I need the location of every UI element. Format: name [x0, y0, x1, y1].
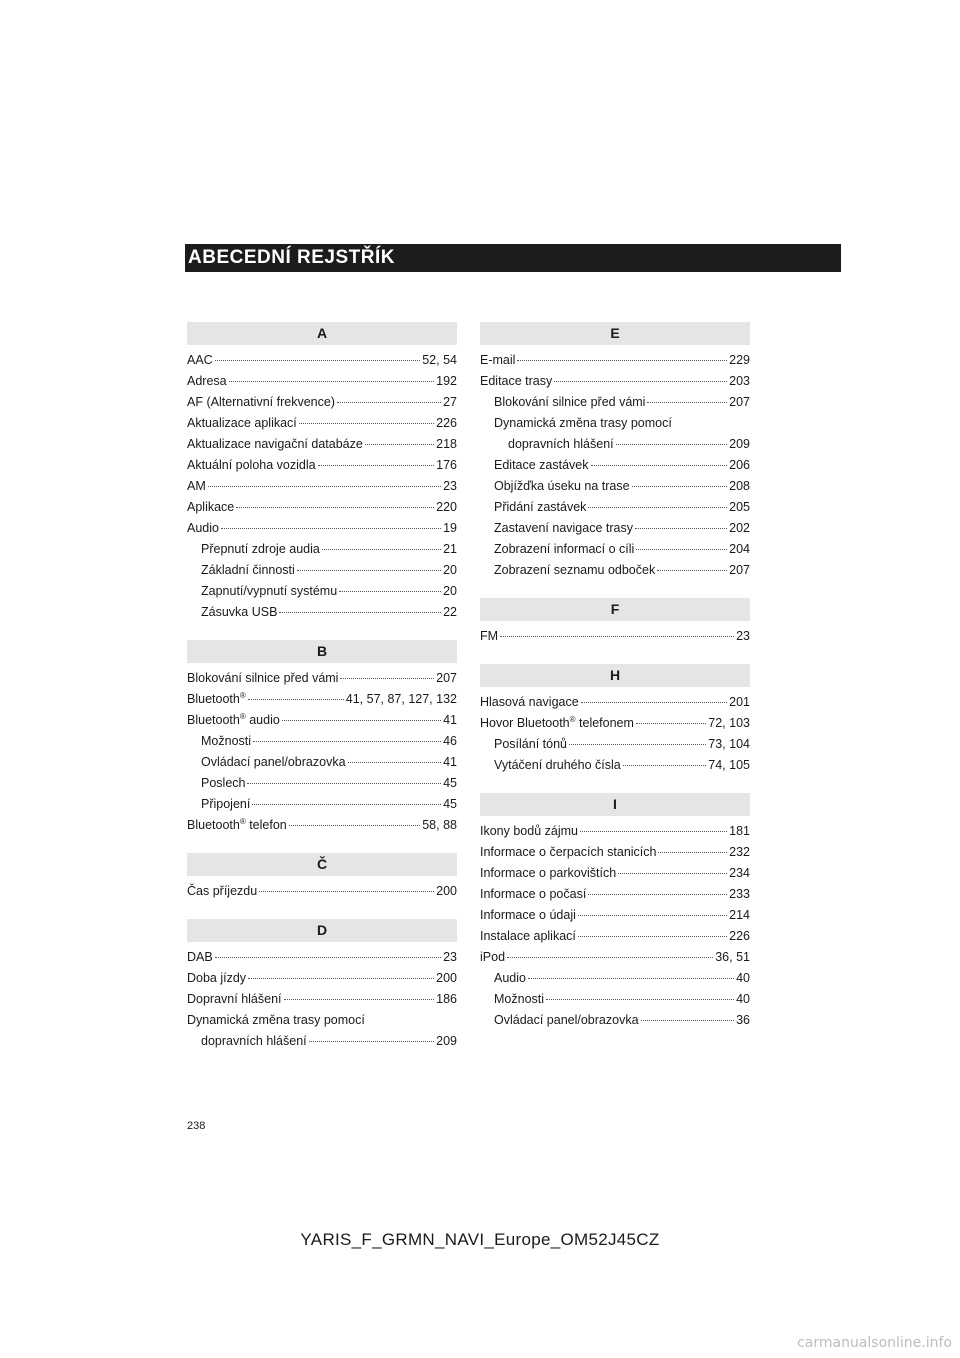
index-entry[interactable] — [480, 884, 750, 905]
section-letter-heading: B — [187, 640, 457, 663]
entry-label — [187, 413, 297, 434]
dot-leader — [322, 549, 441, 550]
entry-label-text: Doba jízdy — [187, 971, 247, 985]
entry-page-numbers[interactable]: 200 — [436, 971, 457, 985]
entry-label — [201, 752, 346, 773]
dot-leader — [340, 678, 434, 679]
entry-label-text: DAB — [187, 950, 213, 964]
dot-leader — [236, 507, 434, 508]
entry-page-numbers[interactable]: 52, 54 — [422, 353, 457, 367]
dot-leader — [580, 831, 727, 832]
index-entry[interactable] — [480, 713, 750, 734]
entry-label-text: Hovor Bluetooth — [480, 716, 570, 730]
index-entry[interactable] — [187, 1010, 457, 1031]
entry-page-numbers[interactable]: 234 — [729, 866, 750, 880]
index-entry[interactable] — [187, 881, 457, 902]
dot-leader — [299, 423, 434, 424]
dot-leader — [208, 486, 441, 487]
entry-label-text: Možnosti — [201, 734, 252, 748]
entry-label-text: Dopravní hlášení — [187, 992, 282, 1006]
index-entry[interactable] — [480, 626, 750, 647]
entry-label-text: Posílání tónů — [494, 737, 567, 751]
entry-label — [187, 947, 213, 968]
dot-leader — [247, 783, 441, 784]
entry-label — [480, 863, 616, 884]
entry-label — [494, 476, 630, 497]
entry-label — [201, 560, 295, 581]
index-entry[interactable] — [187, 668, 457, 689]
entry-label — [508, 434, 614, 455]
entry-label — [201, 794, 250, 815]
document-code: YARIS_F_GRMN_NAVI_Europe_OM52J45CZ — [300, 1230, 660, 1249]
dot-leader — [253, 741, 441, 742]
entry-label — [187, 989, 282, 1010]
entry-label-text: Základní činnosti — [201, 563, 295, 577]
dot-leader — [252, 804, 441, 805]
entry-label — [480, 884, 586, 905]
entry-label — [494, 560, 655, 581]
entry-page-numbers[interactable]: 40 — [736, 992, 750, 1006]
entry-page-numbers[interactable]: 23 — [443, 479, 457, 493]
dot-leader — [554, 381, 727, 382]
index-entry[interactable] — [480, 350, 750, 371]
entry-label — [187, 350, 213, 371]
index-entry[interactable] — [480, 413, 750, 434]
index-entry[interactable] — [187, 1031, 457, 1052]
entry-label — [187, 815, 287, 836]
entry-page-numbers[interactable]: 21 — [443, 542, 457, 556]
index-column-left — [187, 322, 457, 1052]
watermark: carmanualsonline.info — [797, 1335, 952, 1351]
entry-page-numbers[interactable]: 233 — [729, 887, 750, 901]
entry-page-numbers[interactable]: 204 — [729, 542, 750, 556]
dot-leader — [500, 636, 734, 637]
entry-label-text: Bluetooth — [187, 818, 240, 832]
entry-label-text: Instalace aplikací — [480, 929, 576, 943]
entry-label — [187, 518, 219, 539]
dot-leader — [282, 720, 441, 721]
entry-page-numbers[interactable]: 27 — [443, 395, 457, 409]
entry-page-numbers[interactable]: 176 — [436, 458, 457, 472]
index-entry[interactable] — [480, 539, 750, 560]
index-entry[interactable] — [187, 968, 457, 989]
index-entry[interactable] — [480, 560, 750, 581]
registered-mark: ® — [239, 711, 246, 721]
dot-leader — [221, 528, 441, 529]
dot-leader — [657, 570, 727, 571]
entry-label-text: Informace o čerpacích stanicích — [480, 845, 657, 859]
entry-page-numbers[interactable]: 206 — [729, 458, 750, 472]
entry-page-numbers[interactable]: 226 — [436, 416, 457, 430]
index-entry[interactable] — [187, 731, 457, 752]
index-entry[interactable] — [480, 734, 750, 755]
entry-label — [480, 350, 515, 371]
index-entry[interactable] — [480, 926, 750, 947]
dot-leader — [647, 402, 727, 403]
entry-label — [201, 773, 245, 794]
entry-label — [494, 755, 621, 776]
entry-label — [494, 518, 633, 539]
index-entry[interactable] — [480, 371, 750, 392]
dot-leader — [528, 978, 734, 979]
entry-label-text: Blokování silnice před vámi — [187, 671, 339, 685]
entry-label-text: dopravních hlášení — [508, 437, 614, 451]
index-entry[interactable] — [480, 821, 750, 842]
entry-label — [187, 476, 206, 497]
dot-leader — [248, 978, 434, 979]
entry-page-numbers[interactable]: 209 — [436, 1034, 457, 1048]
section-letter-heading: E — [480, 322, 750, 345]
index-section — [480, 322, 750, 581]
dot-leader — [348, 762, 442, 763]
index-entry[interactable] — [187, 392, 457, 413]
entry-page-numbers[interactable]: 36 — [736, 1013, 750, 1027]
dot-leader — [248, 699, 344, 700]
entry-label-text: Čas příjezdu — [187, 884, 258, 898]
entry-label — [480, 692, 579, 713]
entry-label — [480, 926, 576, 947]
section-letter-heading: H — [480, 664, 750, 687]
entry-label-text: E-mail — [480, 353, 516, 367]
dot-leader — [588, 507, 727, 508]
dot-leader — [578, 915, 727, 916]
index-section — [480, 598, 750, 647]
entry-label-text: Bluetooth — [187, 713, 240, 727]
entry-page-numbers[interactable]: 45 — [443, 776, 457, 790]
page-title-banner — [185, 244, 841, 272]
entry-page-numbers[interactable]: 207 — [729, 563, 750, 577]
dot-leader — [578, 936, 727, 937]
index-section — [187, 919, 457, 1052]
dot-leader — [635, 528, 727, 529]
entry-page-numbers[interactable]: 208 — [729, 479, 750, 493]
entry-label — [494, 455, 589, 476]
index-entry[interactable] — [480, 755, 750, 776]
entry-label — [480, 821, 578, 842]
index-entry[interactable] — [187, 497, 457, 518]
entry-label-text: Ovládací panel/obrazovka — [494, 1013, 639, 1027]
index-entry[interactable] — [480, 842, 750, 863]
entry-label-text: iPod — [480, 950, 506, 964]
entry-label-text: Ovládací panel/obrazovka — [201, 755, 346, 769]
entry-page-numbers[interactable]: 58, 88 — [422, 818, 457, 832]
entry-label — [187, 434, 363, 455]
index-section — [187, 322, 457, 623]
dot-leader — [318, 465, 435, 466]
index-entry[interactable] — [187, 815, 457, 836]
index-entry[interactable] — [187, 518, 457, 539]
entry-label — [201, 731, 251, 752]
entry-page-numbers[interactable]: 74, 105 — [708, 758, 750, 772]
dot-leader — [569, 744, 706, 745]
index-entry[interactable] — [187, 476, 457, 497]
entry-label-text: Zobrazení informací o cíli — [494, 542, 635, 556]
page-title: ABECEDNÍ REJSTŘÍK — [188, 247, 395, 268]
index-entry[interactable] — [187, 752, 457, 773]
dot-leader — [337, 402, 441, 403]
section-letter-heading: F — [480, 598, 750, 621]
entry-label-text: Ikony bodů zájmu — [480, 824, 578, 838]
entry-label — [480, 842, 656, 863]
dot-leader — [641, 1020, 735, 1021]
registered-mark: ® — [569, 714, 576, 724]
entry-label-text: Editace trasy — [480, 374, 553, 388]
entry-label — [187, 968, 246, 989]
dot-leader — [507, 957, 713, 958]
index-section — [480, 664, 750, 776]
entry-label — [201, 581, 337, 602]
section-letter-heading: D — [187, 919, 457, 942]
index-entry[interactable] — [480, 989, 750, 1010]
entry-page-numbers[interactable]: 40 — [736, 971, 750, 985]
dot-leader — [284, 999, 435, 1000]
entry-label-text: Editace zastávek — [494, 458, 589, 472]
entry-label — [494, 989, 544, 1010]
entry-label-text: Zapnutí/vypnutí systému — [201, 584, 338, 598]
section-letter-heading: I — [480, 793, 750, 816]
entry-page-numbers[interactable]: 220 — [436, 500, 457, 514]
entry-label — [187, 497, 234, 518]
entry-label-text: Informace o počasí — [480, 887, 587, 901]
index-entry[interactable] — [480, 518, 750, 539]
entry-page-numbers[interactable]: 20 — [443, 584, 457, 598]
index-entry[interactable] — [187, 947, 457, 968]
entry-page-numbers[interactable]: 203 — [729, 374, 750, 388]
entry-label — [201, 539, 320, 560]
index-entry[interactable] — [187, 794, 457, 815]
index-entry[interactable] — [480, 455, 750, 476]
entry-label — [480, 371, 552, 392]
entry-label — [494, 497, 586, 518]
index-entry[interactable] — [480, 434, 750, 455]
entry-label — [494, 539, 634, 560]
index-entry[interactable] — [187, 773, 457, 794]
entry-label — [187, 371, 227, 392]
entry-label — [480, 626, 498, 647]
dot-leader — [588, 894, 727, 895]
entry-page-numbers[interactable]: 209 — [729, 437, 750, 451]
entry-page-numbers[interactable]: 200 — [436, 884, 457, 898]
dot-leader — [632, 486, 728, 487]
entry-label-text: Informace o údaji — [480, 908, 576, 922]
index-entry[interactable] — [480, 968, 750, 989]
dot-leader — [289, 825, 420, 826]
entry-label — [494, 734, 567, 755]
entry-label — [187, 689, 246, 710]
entry-label-text: Informace o parkovištích — [480, 866, 617, 880]
index-entry[interactable] — [187, 989, 457, 1010]
entry-page-numbers[interactable]: 226 — [729, 929, 750, 943]
index-entry[interactable] — [480, 392, 750, 413]
entry-label — [187, 1013, 365, 1027]
entry-label-text: Adresa — [187, 374, 227, 388]
dot-leader — [591, 465, 728, 466]
dot-leader — [546, 999, 734, 1000]
index-entry[interactable] — [187, 350, 457, 371]
index-entry[interactable] — [480, 947, 750, 968]
entry-label — [494, 968, 526, 989]
entry-page-numbers[interactable]: 46 — [443, 734, 457, 748]
dot-leader — [581, 702, 727, 703]
entry-page-numbers[interactable]: 41, 57, 87, 127, 132 — [345, 692, 457, 706]
index-entry[interactable] — [187, 413, 457, 434]
entry-page-numbers[interactable]: 20 — [443, 563, 457, 577]
dot-leader — [215, 957, 441, 958]
index-entry[interactable] — [187, 602, 457, 623]
entry-label-text: dopravních hlášení — [201, 1034, 307, 1048]
index-entry[interactable] — [187, 560, 457, 581]
entry-label-suffix: telefon — [245, 818, 287, 832]
index-entry[interactable] — [480, 497, 750, 518]
entry-page-numbers[interactable]: 205 — [729, 500, 750, 514]
entry-label-text: Bluetooth — [187, 692, 240, 706]
entry-label-text: Audio — [187, 521, 219, 535]
dot-leader — [618, 873, 727, 874]
entry-page-numbers[interactable]: 22 — [443, 605, 457, 619]
dot-leader — [279, 612, 441, 613]
entry-label-suffix: audio — [245, 713, 280, 727]
entry-label-text: Dynamická změna trasy pomocí — [494, 416, 672, 430]
entry-page-numbers[interactable]: 229 — [729, 353, 750, 367]
entry-label — [187, 455, 316, 476]
index-entry[interactable] — [187, 434, 457, 455]
dot-leader — [636, 549, 727, 550]
dot-leader — [616, 444, 728, 445]
entry-page-numbers[interactable]: 214 — [729, 908, 750, 922]
entry-label-text: Možnosti — [494, 992, 545, 1006]
entry-page-numbers[interactable]: 207 — [436, 671, 457, 685]
index-entry[interactable] — [187, 710, 457, 731]
entry-label-text: Přidání zastávek — [494, 500, 587, 514]
entry-label — [480, 905, 576, 926]
entry-label-text: AAC — [187, 353, 213, 367]
entry-label — [494, 392, 645, 413]
entry-label-text: Aktuální poloha vozidla — [187, 458, 316, 472]
entry-label-suffix: telefonem — [575, 716, 634, 730]
entry-page-numbers[interactable]: 218 — [436, 437, 457, 451]
dot-leader — [339, 591, 441, 592]
entry-label-text: Aplikace — [187, 500, 235, 514]
section-letter-heading: Č — [187, 853, 457, 876]
dot-leader — [215, 360, 421, 361]
dot-leader — [623, 765, 707, 766]
entry-label-text: Zastavení navigace trasy — [494, 521, 633, 535]
index-column-right — [480, 322, 750, 1031]
dot-leader — [297, 570, 441, 571]
index-section — [187, 640, 457, 836]
entry-label — [187, 392, 335, 413]
dot-leader — [259, 891, 434, 892]
page-number: 238 — [187, 1120, 206, 1132]
index-entry[interactable] — [187, 455, 457, 476]
entry-label-text: Poslech — [201, 776, 246, 790]
dot-leader — [309, 1041, 435, 1042]
entry-label — [201, 602, 277, 623]
entry-page-numbers[interactable]: 72, 103 — [708, 716, 750, 730]
index-entry[interactable] — [480, 863, 750, 884]
entry-page-numbers[interactable]: 36, 51 — [715, 950, 750, 964]
entry-label — [480, 947, 505, 968]
entry-page-numbers[interactable]: 19 — [443, 521, 457, 535]
entry-page-numbers[interactable]: 181 — [729, 824, 750, 838]
index-entry[interactable] — [187, 581, 457, 602]
entry-label-text: Aktualizace navigační databáze — [187, 437, 363, 451]
index-entry[interactable] — [480, 1010, 750, 1031]
entry-label-text: AM — [187, 479, 206, 493]
index-entry[interactable] — [480, 476, 750, 497]
section-letter-heading: A — [187, 322, 457, 345]
entry-label — [494, 416, 672, 430]
entry-label-text: Aktualizace aplikací — [187, 416, 297, 430]
entry-label — [201, 1031, 307, 1052]
index-section — [480, 793, 750, 1031]
registered-mark: ® — [239, 690, 246, 700]
entry-label-text: Zobrazení seznamu odboček — [494, 563, 656, 577]
entry-label-text: Dynamická změna trasy pomocí — [187, 1013, 365, 1027]
entry-page-numbers[interactable]: 45 — [443, 797, 457, 811]
dot-leader — [517, 360, 727, 361]
index-entry[interactable] — [480, 905, 750, 926]
index-entry[interactable] — [187, 371, 457, 392]
registered-mark: ® — [239, 816, 246, 826]
index-section — [187, 853, 457, 902]
entry-label-text: AF (Alternativní frekvence) — [187, 395, 335, 409]
entry-label-text: Audio — [494, 971, 526, 985]
dot-leader — [229, 381, 435, 382]
dot-leader — [636, 723, 706, 724]
entry-label-text: Blokování silnice před vámi — [494, 395, 646, 409]
entry-label-text: Zásuvka USB — [201, 605, 278, 619]
entry-label — [494, 1010, 639, 1031]
entry-page-numbers[interactable]: 186 — [436, 992, 457, 1006]
entry-label — [187, 710, 280, 731]
entry-page-numbers[interactable]: 192 — [436, 374, 457, 388]
dot-leader — [658, 852, 727, 853]
entry-label — [480, 713, 634, 734]
index-entry[interactable] — [187, 689, 457, 710]
entry-page-numbers[interactable]: 23 — [443, 950, 457, 964]
entry-label — [187, 881, 257, 902]
index-entry[interactable] — [480, 692, 750, 713]
entry-page-numbers[interactable]: 201 — [729, 695, 750, 709]
entry-label-text: Připojení — [201, 797, 251, 811]
entry-label-text: FM — [480, 629, 499, 643]
entry-label-text: Hlasová navigace — [480, 695, 579, 709]
entry-page-numbers[interactable]: 41 — [443, 713, 457, 727]
entry-label — [187, 668, 338, 689]
dot-leader — [365, 444, 434, 445]
entry-page-numbers[interactable]: 207 — [729, 395, 750, 409]
entry-label-text: Přepnutí zdroje audia — [201, 542, 320, 556]
entry-page-numbers[interactable]: 41 — [443, 755, 457, 769]
entry-page-numbers[interactable]: 232 — [729, 845, 750, 859]
entry-page-numbers[interactable]: 202 — [729, 521, 750, 535]
entry-label-text: Objížďka úseku na trase — [494, 479, 630, 493]
entry-page-numbers[interactable]: 23 — [736, 629, 750, 643]
entry-page-numbers[interactable]: 73, 104 — [708, 737, 750, 751]
entry-label-text: Vytáčení druhého čísla — [494, 758, 621, 772]
index-entry[interactable] — [187, 539, 457, 560]
